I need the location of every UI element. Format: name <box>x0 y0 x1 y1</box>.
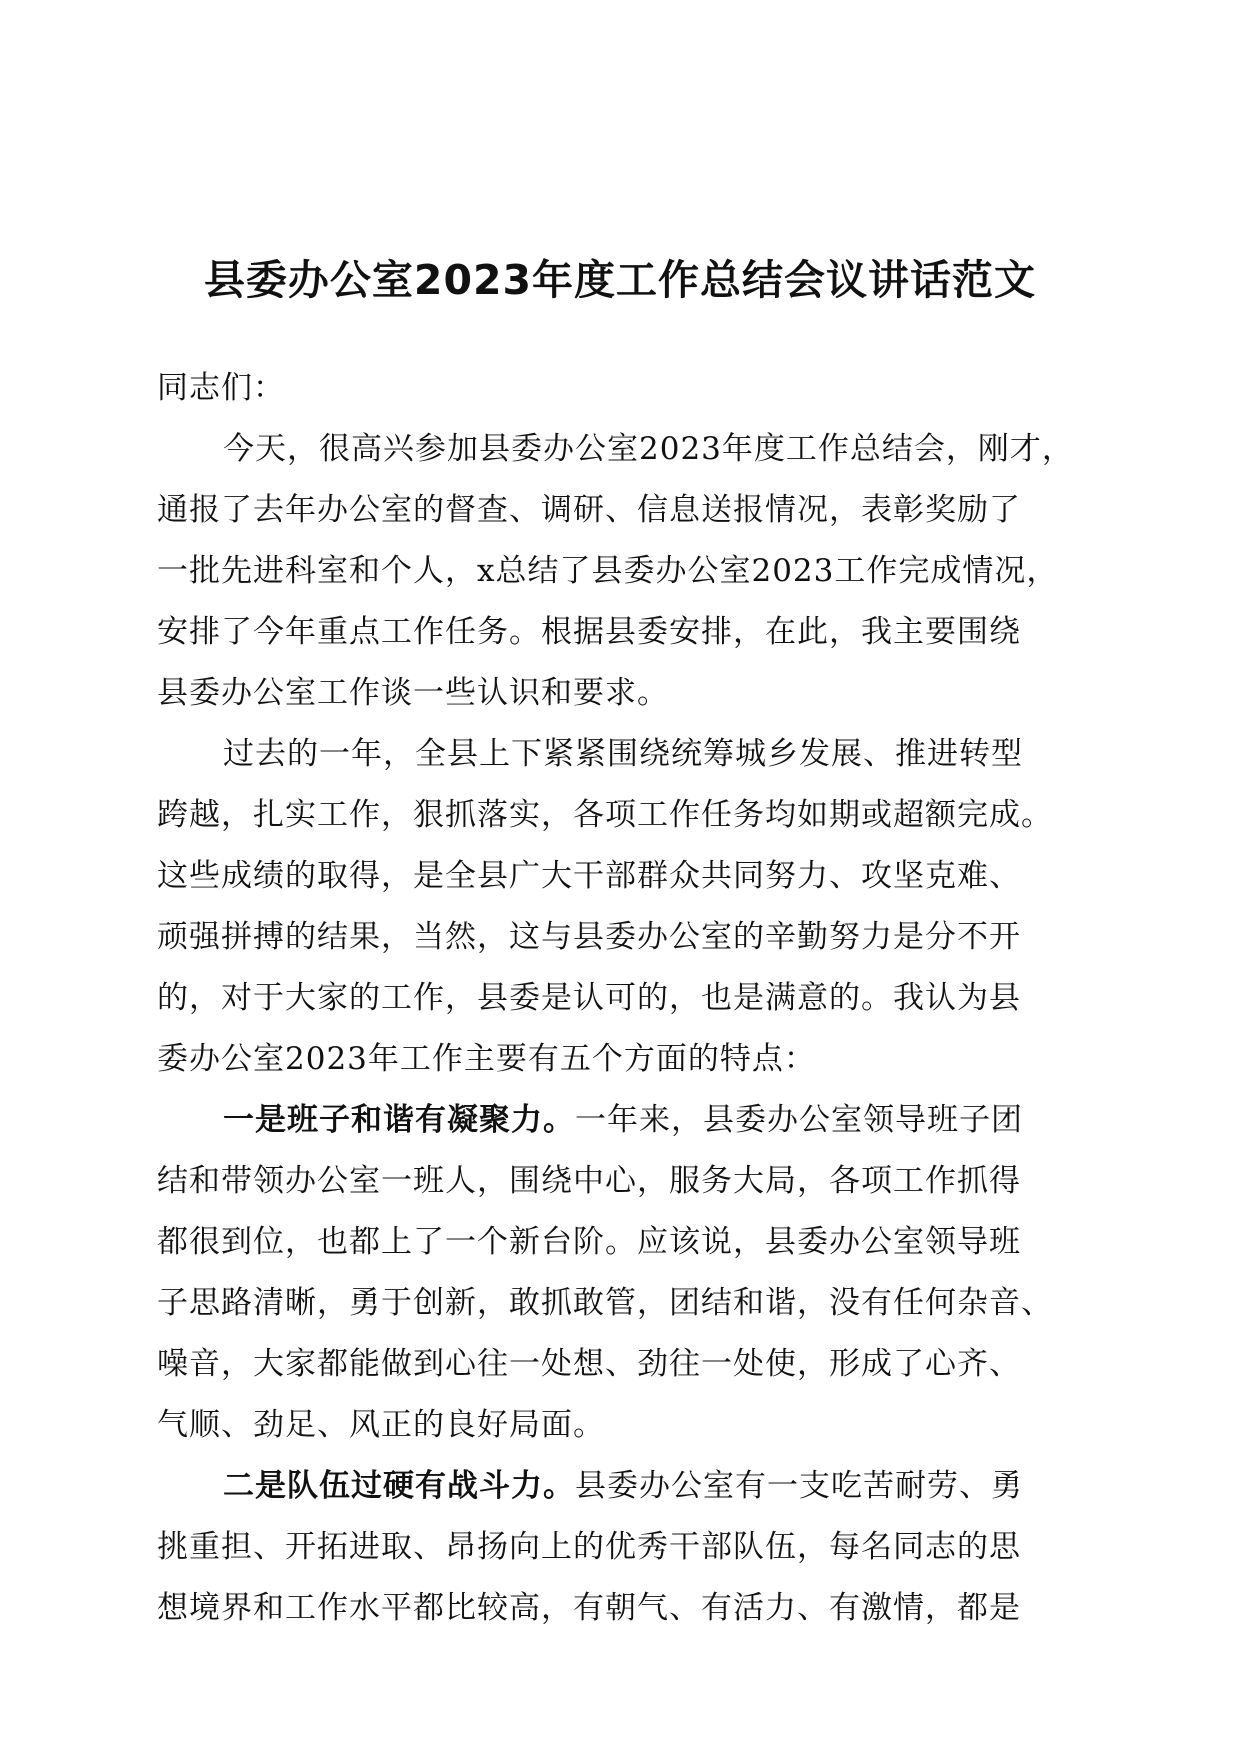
text-line: 顽强拼搏的结果，当然，这与县委办公室的辛勤努力是分不开 <box>157 919 1021 955</box>
text-line: 这些成绩的取得，是全县广大干部群众共同努力、攻坚克难、 <box>157 858 1021 894</box>
text-line: 挑重担、开拓进取、昂扬向上的优秀干部队伍，每名同志的思 <box>157 1529 1021 1565</box>
text-line: 气顺、劲足、风正的良好局面。 <box>157 1407 605 1443</box>
text-line: 通报了去年办公室的督查、调研、信息送报情况，表彰奖励了 <box>157 492 1021 528</box>
text-line: 结和带领办公室一班人，围绕中心，服务大局，各项工作抓得 <box>157 1163 1021 1199</box>
paragraph-point-two <box>157 1456 1097 1639</box>
text-line: 一批先进科室和个人，x总结了县委办公室2023工作完成情况， <box>157 553 1059 589</box>
text-line: 安排了今年重点工作任务。根据县委安排，在此，我主要围绕 <box>157 614 1021 650</box>
point-text: 县委办公室有一支吃苦耐劳、勇 <box>575 1468 1023 1504</box>
point-heading: 二是队伍过硬有战斗力。 <box>223 1468 575 1504</box>
point-heading: 一是班子和谐有凝聚力。 <box>223 1102 575 1138</box>
text-line: 都很到位，也都上了一个新台阶。应该说，县委办公室领导班 <box>157 1224 1021 1260</box>
document-body <box>157 358 1097 1639</box>
text-line: 的，对于大家的工作，县委是认可的，也是满意的。我认为县 <box>157 980 1021 1016</box>
paragraph-review <box>157 724 1097 1090</box>
text-line: 噪音，大家都能做到心往一处想、劲往一处使，形成了心齐、 <box>157 1346 1021 1382</box>
text-line <box>157 1456 1097 1517</box>
document-title: 县委办公室2023年度工作总结会议讲话范文 <box>203 256 1037 304</box>
text-line <box>157 1090 1097 1151</box>
paragraph-point-one <box>157 1090 1097 1456</box>
text-line: 委办公室2023年工作主要有五个方面的特点： <box>157 1041 816 1077</box>
text-line: 县委办公室工作谈一些认识和要求。 <box>157 675 669 711</box>
point-text: 一年来，县委办公室领导班子团 <box>575 1102 1023 1138</box>
text-line: 子思路清晰，勇于创新，敢抓敢管，团结和谐，没有任何杂音、 <box>157 1285 1053 1321</box>
text-line: 跨越，扎实工作，狠抓落实，各项工作任务均如期或超额完成。 <box>157 797 1053 833</box>
text-line: 今天，很高兴参加县委办公室2023年度工作总结会，刚才， <box>223 431 1074 467</box>
text-line: 过去的一年，全县上下紧紧围绕统筹城乡发展、推进转型 <box>223 736 1023 772</box>
text-line: 想境界和工作水平都比较高，有朝气、有活力、有激情，都是 <box>157 1590 1021 1626</box>
salutation: 同志们： <box>157 370 285 406</box>
paragraph-opening <box>157 419 1097 724</box>
